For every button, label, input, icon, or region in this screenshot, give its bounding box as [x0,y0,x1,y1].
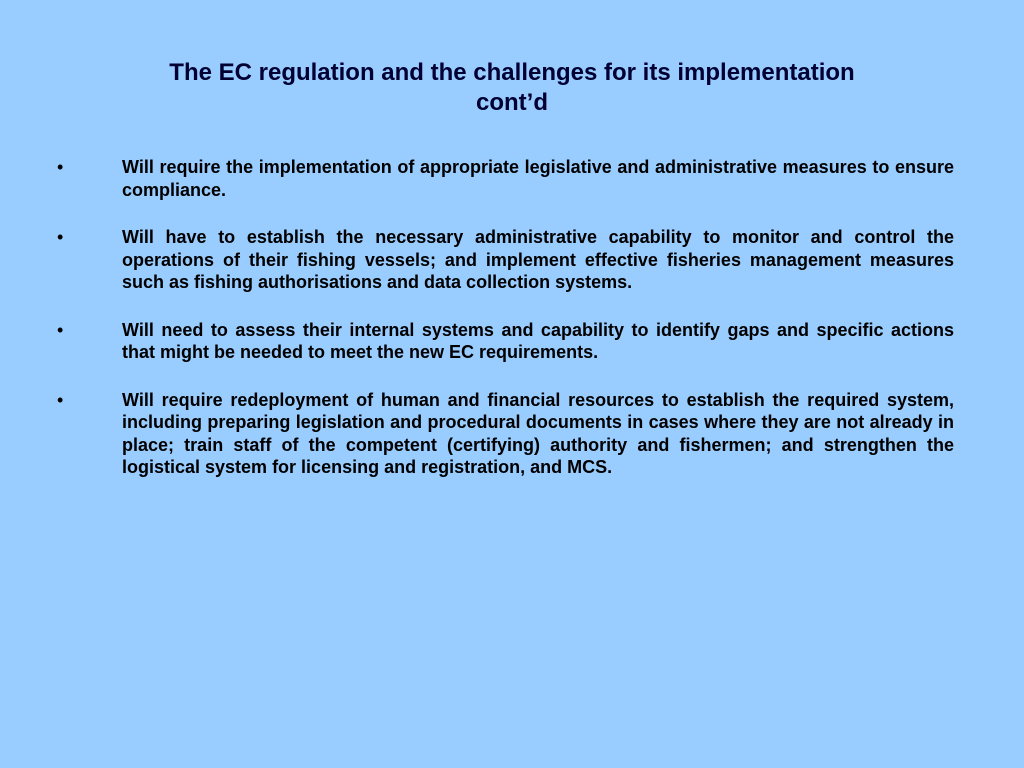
bullet-list [0,156,1024,504]
slide-title-line-2: cont’d [476,89,548,116]
bullet-item [0,389,1024,479]
bullet-text: Will need to assess their internal systems and capability to identify gaps and specific actions that might be needed to meet the new EC requirements. [122,319,954,362]
bullet-icon: • [57,227,64,247]
slide-title-line-1: The EC regulation and the challenges for its implementation [169,59,855,86]
bullet-text: Will require the implementation of appropriate legislative and administrative measures to ensure compliance. [122,157,954,200]
bullet-icon: • [57,319,64,340]
bullet-item [0,226,1024,294]
slide-title [60,58,964,118]
bullet-text: Will have to establish the necessary administrative capability to monitor and control the operations of their fishing vessels; and implement effective fisheries management measures such as fishing authorisations and data collection systems. [122,227,954,292]
bullet-icon: • [57,389,64,410]
bullet-icon: • [57,157,64,177]
bullet-text: Will require redeployment of human and financial resources to establish the required system, including preparing legislation and procedural documents in cases where they are not already in place; train staff of the competent (certifying) authority and fishermen; and strengthen the logistical system for licensing and registration, and MCS. [122,389,954,477]
bullet-item [0,319,1024,364]
bullet-item [0,156,1024,201]
